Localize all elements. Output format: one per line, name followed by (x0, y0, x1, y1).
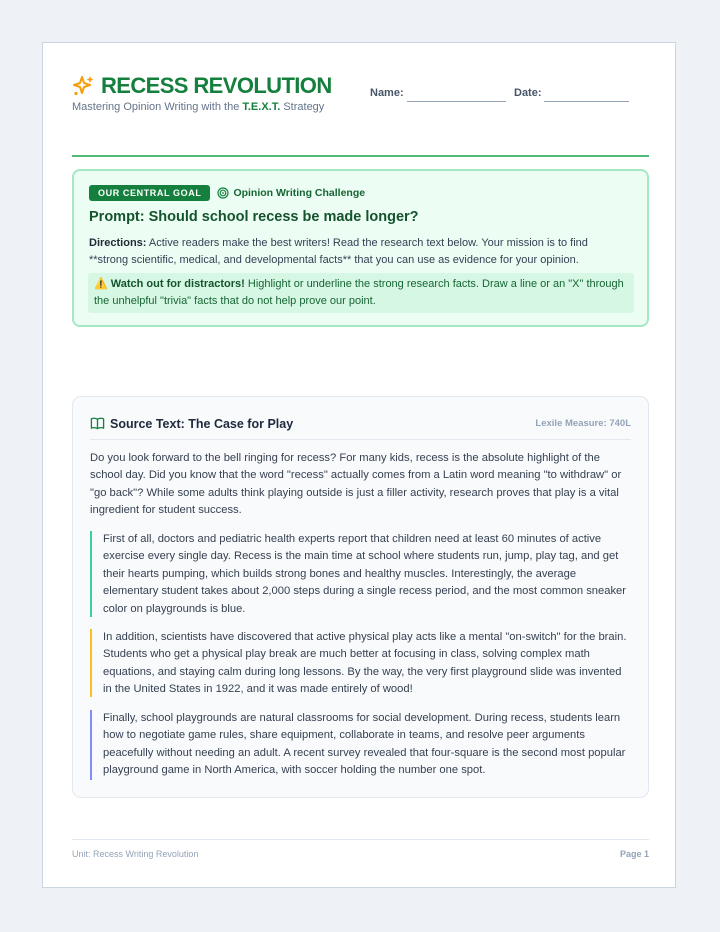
worksheet-subtitle (72, 101, 324, 113)
header (72, 73, 649, 127)
paragraph-accent-purple (90, 710, 92, 780)
worksheet-page (42, 42, 676, 888)
footer-unit: Unit: Recess Writing Revolution (72, 849, 199, 859)
central-goal-badge: OUR CENTRAL GOAL (89, 185, 210, 201)
footer-divider (72, 839, 649, 840)
worksheet-title: RECESS REVOLUTION (101, 73, 332, 98)
goal-header (89, 185, 365, 201)
target-icon (217, 187, 229, 199)
warning-icon: ⚠️ (94, 278, 108, 290)
subtitle-strategy: T.E.X.T. (242, 101, 281, 113)
source-paragraph-health: First of all, doctors and pediatric health experts report that children need at least 60 minutes of active exercise every single day. Recess is the main time at school where students run, jump, play tag, and get their hearts pumping, which builds strong bones and healthy muscles. Interestingly, the average elementary student takes about 2,000 steps during a single recess period, and the most common sneaker color on playgrounds is blue. (103, 533, 627, 615)
directions-text (89, 235, 629, 269)
challenge-label: Opinion Writing Challenge (233, 187, 366, 199)
subtitle-prefix: Mastering Opinion Writing with the (72, 101, 243, 113)
source-paragraph-brain: In addition, scientists have discovered that active physical play acts like a mental "on-switch" for the brain. Students who get a physical play break are much better at focusing in class, solving complex math equations, and staying calm during long lessons. By the way, the very first playground slide was invented in the United States in 1922, and it was made entirely of wood! (103, 631, 627, 696)
name-field[interactable] (407, 100, 506, 102)
date-label: Date: (514, 87, 542, 99)
directions-body: Active readers make the best writers! Read the research text below. Your mission is to find **strong scientific, medical, and developmental facts** that you can use as evidence for your opinion. (89, 237, 588, 266)
subtitle-suffix: Strategy (280, 101, 325, 113)
date-field[interactable] (544, 100, 629, 102)
directions-label: Directions: (89, 237, 147, 249)
distractor-warning (88, 273, 634, 313)
name-label: Name: (370, 87, 404, 99)
prompt-heading: Prompt: Should school recess be made longer? (89, 209, 419, 225)
sparkles-icon (72, 74, 96, 98)
lexile-measure: Lexile Measure: 740L (535, 418, 631, 429)
warning-label: Watch out for distractors! (110, 278, 245, 290)
central-goal-card (72, 169, 649, 327)
open-book-icon (90, 416, 105, 431)
footer-page-number: Page 1 (619, 849, 649, 859)
source-title: Source Text: The Case for Play (110, 416, 294, 431)
source-text-card (72, 396, 649, 798)
title-row (72, 73, 332, 99)
source-divider (90, 439, 631, 440)
warning-body: Highlight or underline the strong research facts. Draw a line or an "X" through the unhelpful "trivia" facts that do not help prove our point. (94, 278, 624, 307)
header-divider (72, 155, 649, 157)
paragraph-accent-yellow (90, 629, 92, 697)
source-header (90, 416, 293, 431)
source-paragraph-social: Finally, school playgrounds are natural classrooms for social development. During recess, students learn how to negotiate game rules, share equipment, collaborate in teams, and resolve peer arguments peacefully without needing an adult. A recent survey revealed that four-square is the second most popular playground game in North America, with soccer holding the number one spot. (103, 712, 626, 777)
source-paragraph-intro: Do you look forward to the bell ringing for recess? For many kids, recess is the absolute highlight of the school day. Did you know that the word "recess" actually comes from a Latin word meaning "to withdraw" or "go back"? While some adults think playing outside is just a filler activity, research proves that play is a vital ingredient for student success. (90, 452, 622, 517)
paragraph-accent-green (90, 531, 92, 617)
